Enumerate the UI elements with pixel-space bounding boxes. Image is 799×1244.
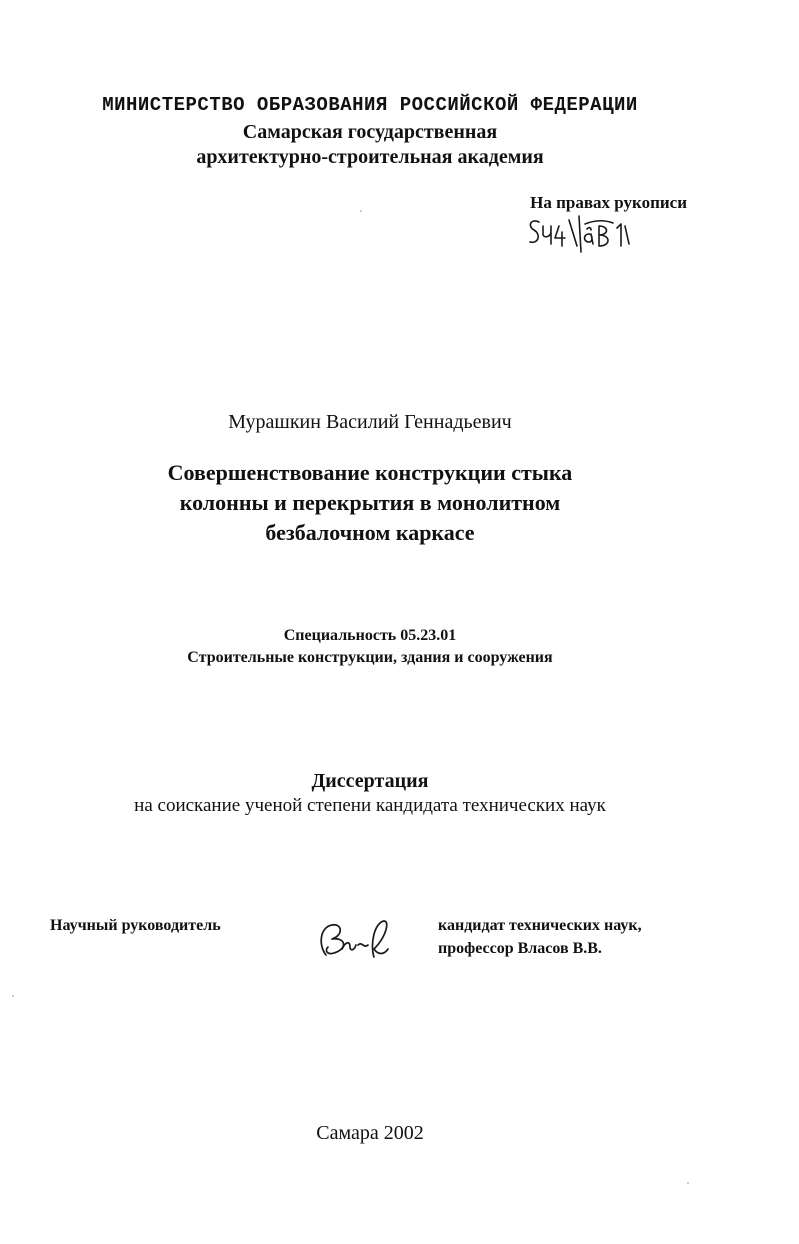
author-name: Мурашкин Василий Геннадьевич	[228, 411, 512, 433]
supervisor-signature	[312, 915, 392, 965]
dissertation-title-line2: колонны и перекрытия в монолитном	[179, 490, 561, 515]
supervisor-name: профессор Власов В.В.	[438, 940, 602, 957]
scan-speck	[687, 1182, 689, 1184]
supervisor-label: Научный руководитель	[50, 917, 221, 934]
manuscript-note: На правах рукописи	[530, 193, 687, 212]
scan-speck	[12, 995, 14, 997]
dissertation-title-line3: безбалочном каркасе	[265, 520, 475, 545]
handwritten-mark-signature	[525, 212, 635, 258]
city-year: Самара 2002	[316, 1122, 424, 1144]
supervisor-degree: кандидат технических наук,	[438, 917, 642, 934]
dissertation-label: Диссертация	[311, 770, 429, 792]
handwritten-mark-text: Sч4 ∂ B1	[525, 212, 529, 213]
specialty-code: Специальность 05.23.01	[283, 627, 457, 644]
ministry-heading: МИНИСТЕРСТВО ОБРАЗОВАНИЯ РОССИЙСКОЙ ФЕДЕРАЦИИ	[102, 94, 638, 116]
scan-speck	[360, 210, 362, 212]
academy-name-line2: архитектурно-строительная академия	[196, 146, 544, 168]
academy-name-line1: Самарская государственная	[242, 121, 498, 143]
dissertation-purpose: на соискание ученой степени кандидата технических наук	[134, 795, 606, 816]
dissertation-title-line1: Совершенствование конструкции стыка	[167, 460, 573, 485]
specialty-name: Строительные конструкции, здания и сооружения	[187, 649, 553, 666]
